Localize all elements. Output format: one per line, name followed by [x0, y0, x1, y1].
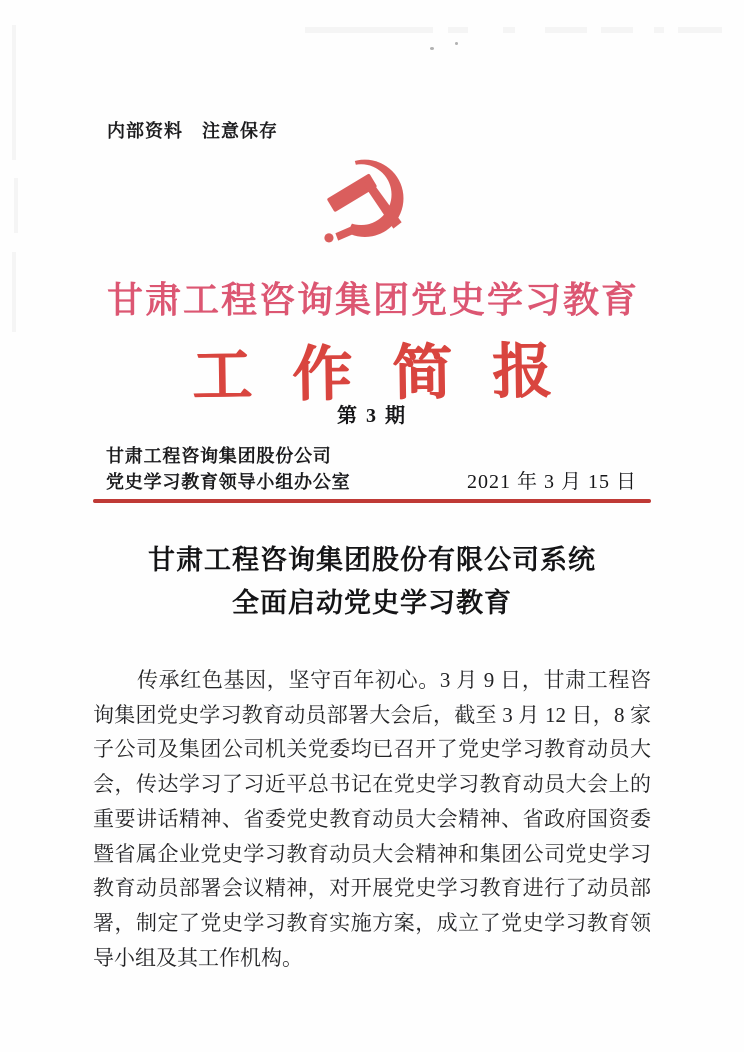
issuer-line-2: 党史学习教育领导小组办公室 — [106, 472, 351, 492]
scan-artifact — [14, 178, 18, 233]
scan-artifact — [448, 27, 468, 33]
issue-date: 2021 年 3 月 15 日 — [467, 471, 637, 493]
masthead-title: 工作简报 — [191, 337, 593, 410]
scan-artifact — [654, 27, 664, 33]
issue-number: 第 3 期 — [337, 405, 407, 427]
issuer-block — [106, 443, 350, 495]
scan-artifact — [12, 25, 16, 160]
scan-artifact — [678, 27, 722, 33]
issuer-line-1: 甘肃工程咨询集团股份公司 — [106, 446, 332, 466]
article-body: 传承红色基因，坚守百年初心。3 月 9 日，甘肃工程咨询集团党史学习教育动员部署大会后，截至 3 月 12 日，8 家子公司及集团公司机关党委均已召开了党史学习教育动员大会，传达学习了习近平总书记在党史学习教育动员大会上的重要讲话精神、省委党史教育动员大会精神、省政府国资委暨省属企业党史学习教育动员大会精神和集团公司党史学习教育动员部署会议精神，对开展党史学习教育进行了动员部署，制定了党史学习教育实施方案，成立了党史学习教育领导小组及其工作机构。 — [93, 668, 651, 970]
issuer-row — [106, 443, 637, 495]
masthead-org-title: 甘肃工程咨询集团党史学习教育 — [106, 279, 639, 320]
scan-artifact — [305, 27, 433, 33]
classification-notice: 内部资料 注意保存 — [107, 121, 278, 141]
hammer-and-sickle-icon — [317, 155, 409, 249]
masthead-divider — [93, 499, 651, 503]
scan-artifact — [601, 27, 633, 33]
scan-artifact — [545, 27, 587, 33]
scan-artifact — [503, 27, 515, 33]
article-title — [0, 539, 744, 625]
article-title-line-2: 全面启动党史学习教育 — [232, 588, 512, 618]
article-title-line-1: 甘肃工程咨询集团股份有限公司系统 — [148, 545, 596, 575]
scan-artifact — [455, 42, 458, 45]
scan-artifact — [430, 47, 434, 50]
